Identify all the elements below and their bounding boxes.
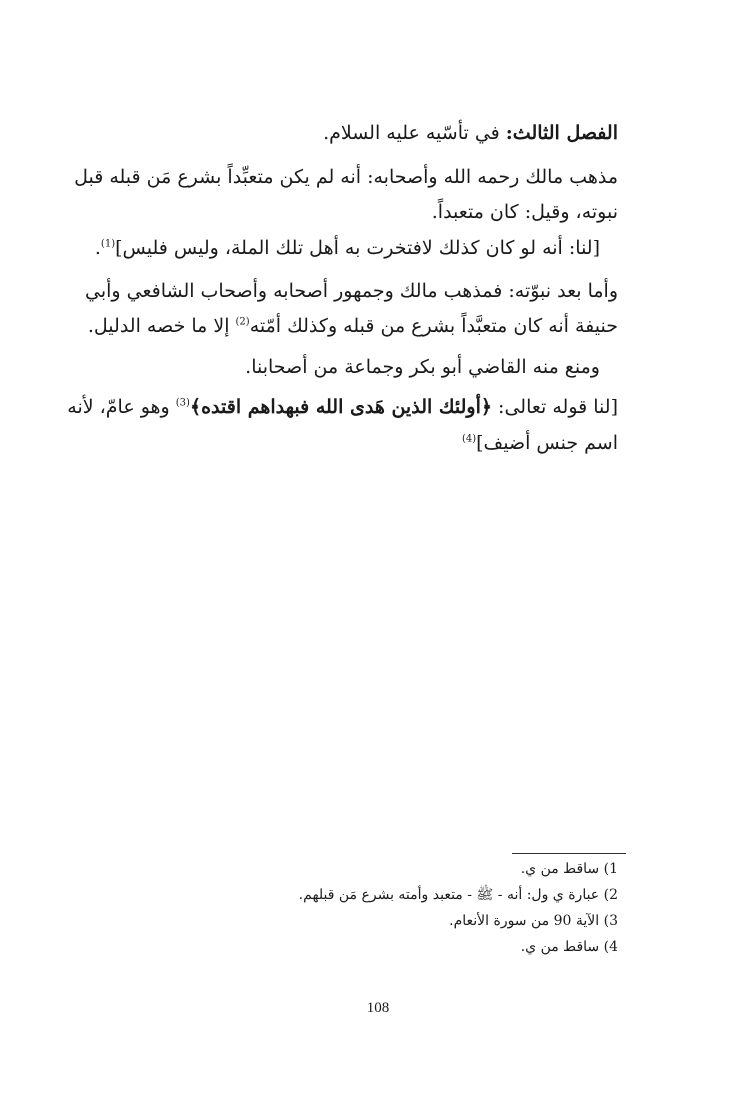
quran-quote: ﴿أولئك الذين هَدى الله فبهداهم اقتده﴾ bbox=[189, 396, 492, 418]
footnote-ref-4: (4) bbox=[461, 433, 477, 445]
paragraph-1-line-1: مذهب مالك رحمه الله وأصحابه: أنه لم يكن متعبِّداً بشرع مَن قبله قبل bbox=[74, 166, 618, 188]
paragraph-2 bbox=[95, 233, 600, 263]
chapter-title: الفصل الثالث: bbox=[505, 122, 618, 144]
footnote-3: 3) الآية 90 من سورة الأنعام. bbox=[449, 913, 618, 929]
paragraph-1-line-2: نبوته، وقيل: كان متعبداً. bbox=[431, 201, 618, 223]
paragraph-4: ومنع منه القاضي أبو بكر وجماعة من أصحابنا. bbox=[245, 356, 600, 378]
footnote-ref-2: (2) bbox=[235, 316, 250, 328]
paragraph-5-text: اسم جنس أضيف] bbox=[476, 432, 618, 454]
paragraph-2-text: [لنا: أنه لو كان كذلك لافتخرت به أهل تلك الملة، وليس فليس] bbox=[115, 237, 600, 259]
paragraph-2-end: . bbox=[94, 237, 101, 259]
footnote-1: 1) ساقط من ي. bbox=[520, 861, 618, 877]
footnote-4: 4) ساقط من ي. bbox=[520, 939, 618, 955]
paragraph-3-line-2 bbox=[87, 311, 618, 341]
chapter-subtitle: في تأسّيه عليه السلام. bbox=[323, 122, 506, 144]
page-number: 108 bbox=[366, 1000, 390, 1016]
paragraph-3-line-1: وأما بعد نبوّته: فمذهب مالك وجمهور أصحابه وأصحاب الشافعي وأبي bbox=[85, 280, 618, 302]
footnote-2: 2) عبارة ي ول: أنه - ﷺ - متعبد وأمته بشرع مَن قبلهم. bbox=[298, 887, 618, 903]
footnote-ref-3: (3) bbox=[175, 397, 190, 409]
footnote-ref-1: (1) bbox=[100, 238, 116, 250]
footnote-separator bbox=[512, 853, 626, 854]
paragraph-3-text-b: إلا ما خصه الدليل. bbox=[87, 315, 236, 337]
chapter-heading bbox=[323, 118, 618, 148]
paragraph-5-pre: [لنا قوله تعالى: bbox=[492, 396, 618, 418]
paragraph-5-line-2 bbox=[462, 428, 618, 458]
paragraph-5-post: وهو عامّ، لأنه bbox=[67, 396, 176, 418]
paragraph-3-text-a: حنيفة أنه كان متعبَّداً بشرع من قبله وكذلك أمّته bbox=[249, 315, 618, 337]
paragraph-5-line-1 bbox=[67, 392, 618, 422]
